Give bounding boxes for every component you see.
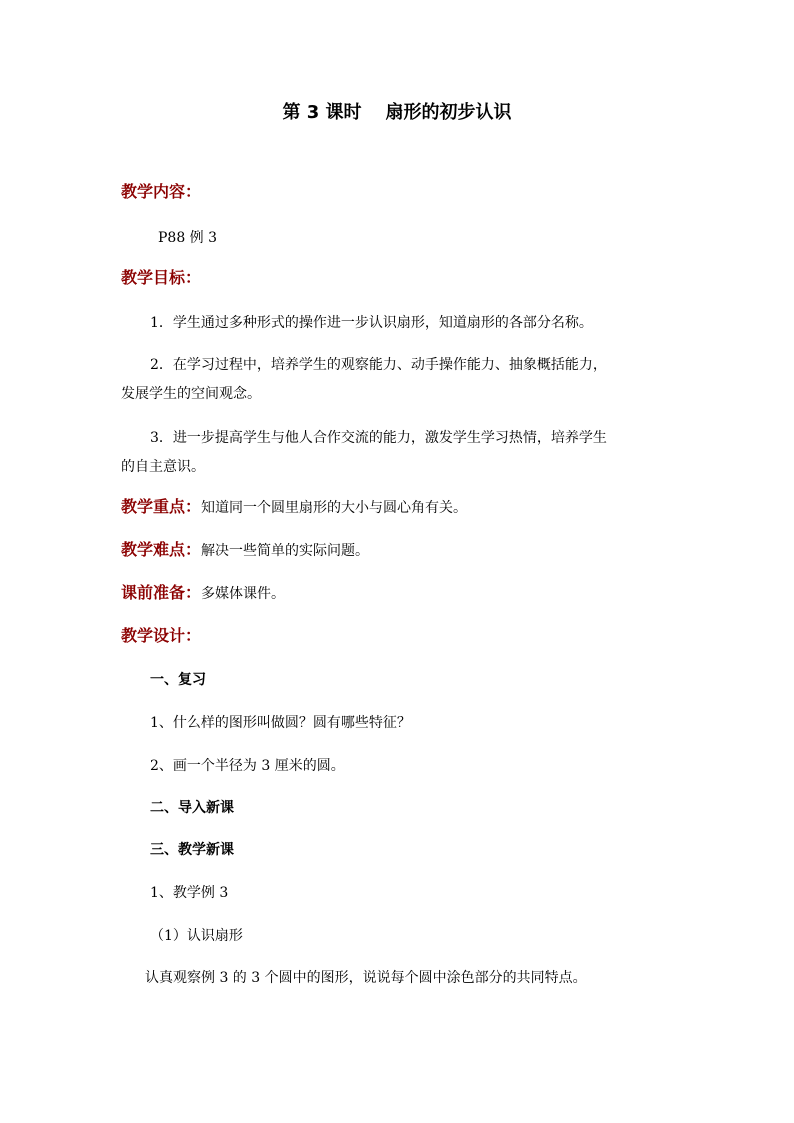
content-text: P88 例 3	[158, 230, 218, 246]
new-lesson-subitem: （1）认识扇形	[150, 928, 243, 944]
page-title	[0, 100, 794, 126]
section-new-lesson: 三、教学新课	[150, 842, 234, 858]
preparation	[121, 583, 285, 604]
section-intro: 二、导入新课	[150, 800, 234, 816]
difficulty-label: 教学难点：	[121, 540, 202, 559]
goal-3-line-2: 的自主意识。	[121, 459, 205, 475]
lesson-topic: 扇形的初步认识	[385, 102, 512, 123]
content-heading: 教学内容：	[121, 182, 202, 201]
goal-1: 1．学生通过多种形式的操作进一步认识扇形，知道扇形的各部分名称。	[150, 315, 593, 331]
difficulty-text: 解决一些简单的实际问题。	[201, 543, 370, 559]
new-lesson-item-1: 1、教学例 3	[150, 885, 229, 901]
difficulty-point	[121, 540, 369, 561]
goal-2-line-2: 发展学生的空间观念。	[121, 386, 261, 402]
section-review: 一、复习	[150, 672, 206, 688]
new-lesson-text: 认真观察例 3 的 3 个圆中的图形，说说每个圆中涂色部分的共同特点。	[145, 970, 587, 986]
preparation-text: 多媒体课件。	[201, 586, 286, 602]
key-point-text: 知道同一个圆里扇形的大小与圆心角有关。	[201, 500, 468, 516]
lesson-number: 第 3 课时	[282, 102, 362, 123]
review-item-2: 2、画一个半径为 3 厘米的圆。	[150, 758, 345, 774]
design-heading: 教学设计：	[121, 626, 202, 645]
key-point-label: 教学重点：	[121, 497, 202, 516]
goal-2-line-1: 2．在学习过程中，培养学生的观察能力、动手操作能力、抽象概括能力，	[150, 357, 607, 373]
preparation-label: 课前准备：	[121, 583, 202, 602]
goals-heading: 教学目标：	[121, 268, 202, 287]
goal-3-line-1: 3．进一步提高学生与他人合作交流的能力，激发学生学习热情，培养学生	[150, 430, 607, 446]
key-point	[121, 497, 467, 518]
review-item-1: 1、什么样的图形叫做圆？圆有哪些特征？	[150, 715, 411, 731]
